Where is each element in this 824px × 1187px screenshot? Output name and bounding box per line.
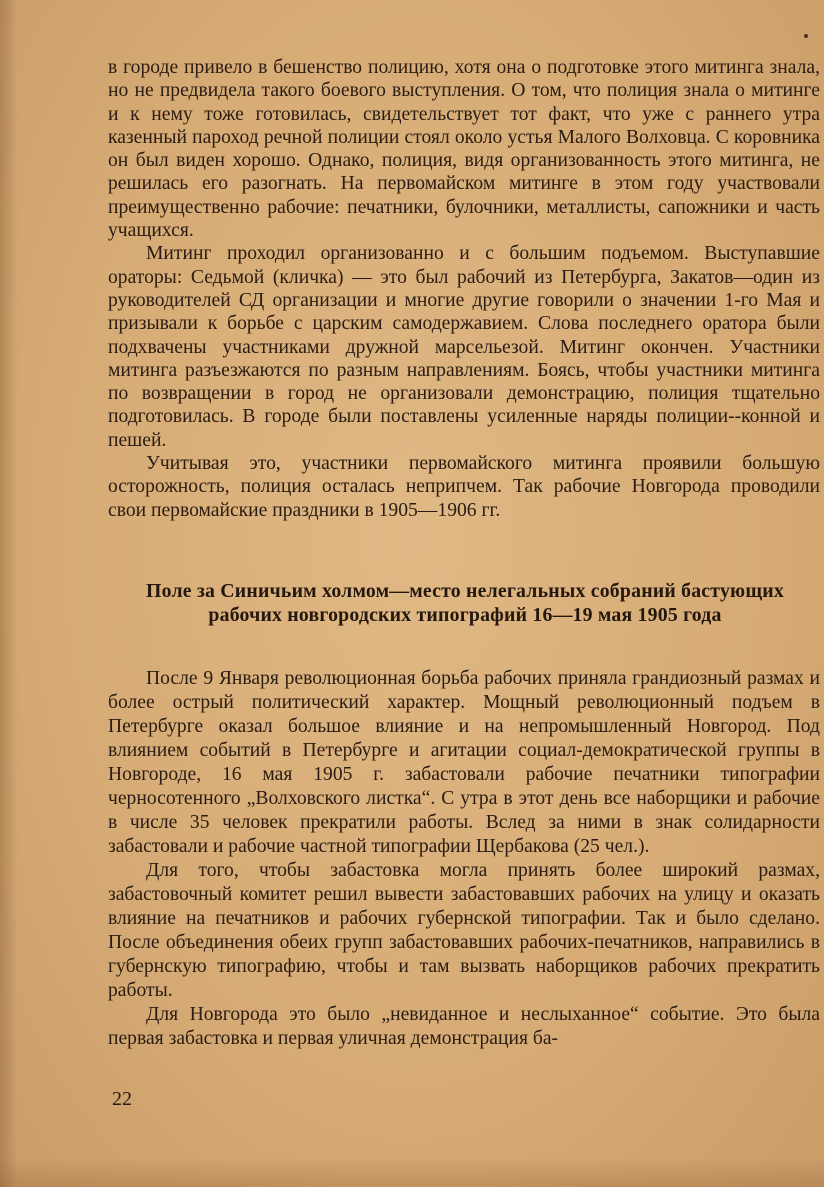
page-edge-shadow [0, 0, 18, 1187]
paragraph: Учитывая это, участники первомайского митинга проявили большую осторожность, полиция осталась неприпчем. Так рабочие Новгорода проводили свои первомайские праздники в 1905—1906 гг. [108, 453, 820, 521]
paper-speck [804, 34, 808, 38]
paragraph: Для того, чтобы забастовка могла принять более широкий размах, забастовочный комитет решил вывести забастовавших рабочих на улицу и оказать влияние на печатников и рабочих губернской типографии. Так и было сделано. После объединения обеих групп забастовавших рабочих-печатников, направились в губернскую типографию, чтобы и там вызвать наборщиков рабочих прекратить работы. [108, 860, 820, 1001]
paragraph: Для Новгорода это было „невиданное и неслыханное“ событие. Это была первая забастовка и первая уличная демонстрация ба- [108, 1004, 820, 1049]
page-bottom-shadow [0, 1157, 824, 1187]
section-heading: Поле за Синичьим холмом—место нелегальных собраний бастующих рабочих новгородских типографий 16—19 мая 1905 года [146, 580, 784, 626]
paragraph: Митинг проходил организованно и с большим подъемом. Выступавшие ораторы: Седьмой (кличка) — это был рабочий из Петербурга, Закатов—один из руководителей СД организации и многие другие говорили о значении 1-го Мая и призывали к борьбе с царским самодержавием. Слова последнего оратора были подхвачены участниками дружной марсельезой. Митинг окончен. Участники митинга разъезжаются по разным направлениям. Боясь, чтобы участники митинга по возвращении в город не организовали демонстрацию, полиция тщательно подготовилась. В городе были поставлены усиленные наряды полиции--конной и пешей. [108, 243, 820, 451]
paragraph: После 9 Января революционная борьба рабочих приняла грандиозный размах и более острый политический характер. Мощный революционный подъем в Петербурге оказал большое влияние и на непромышленный Новгород. Под влиянием событий в Петербурге и агитации социал-демократической группы в Новгороде, 16 мая 1905 г. забастовали рабочие печатники типографии черносотенного „Волховского листка“. С утра в этот день все наборщики и рабочие в числе 35 человек прекратили работы. Вслед за ними в знак солидарности забастовали и рабочие частной типографии Щербакова (25 чел.). [108, 668, 820, 857]
page-number: 22 [112, 1088, 132, 1110]
body-text-top [108, 56, 820, 522]
body-text-bottom [108, 667, 820, 1051]
paragraph: в городе привело в бешенство полицию, хотя она о подготовке этого митинга знала, но не предвидела такого боевого выступления. О том, что полиция знала о митинге и к нему тоже готовилась, свидетельствует тот факт, что уже с раннего утра казенный пароход речной полиции стоял около устья Малого Волховца. С коровника он был виден хорошо. Однако, полиция, видя организованность этого митинга, не решилась его разогнать. На первомайском митинге в этом году участвовали преимущественно рабочие: печатники, булочники, металлисты, сапожники и часть учащихся. [108, 57, 820, 242]
